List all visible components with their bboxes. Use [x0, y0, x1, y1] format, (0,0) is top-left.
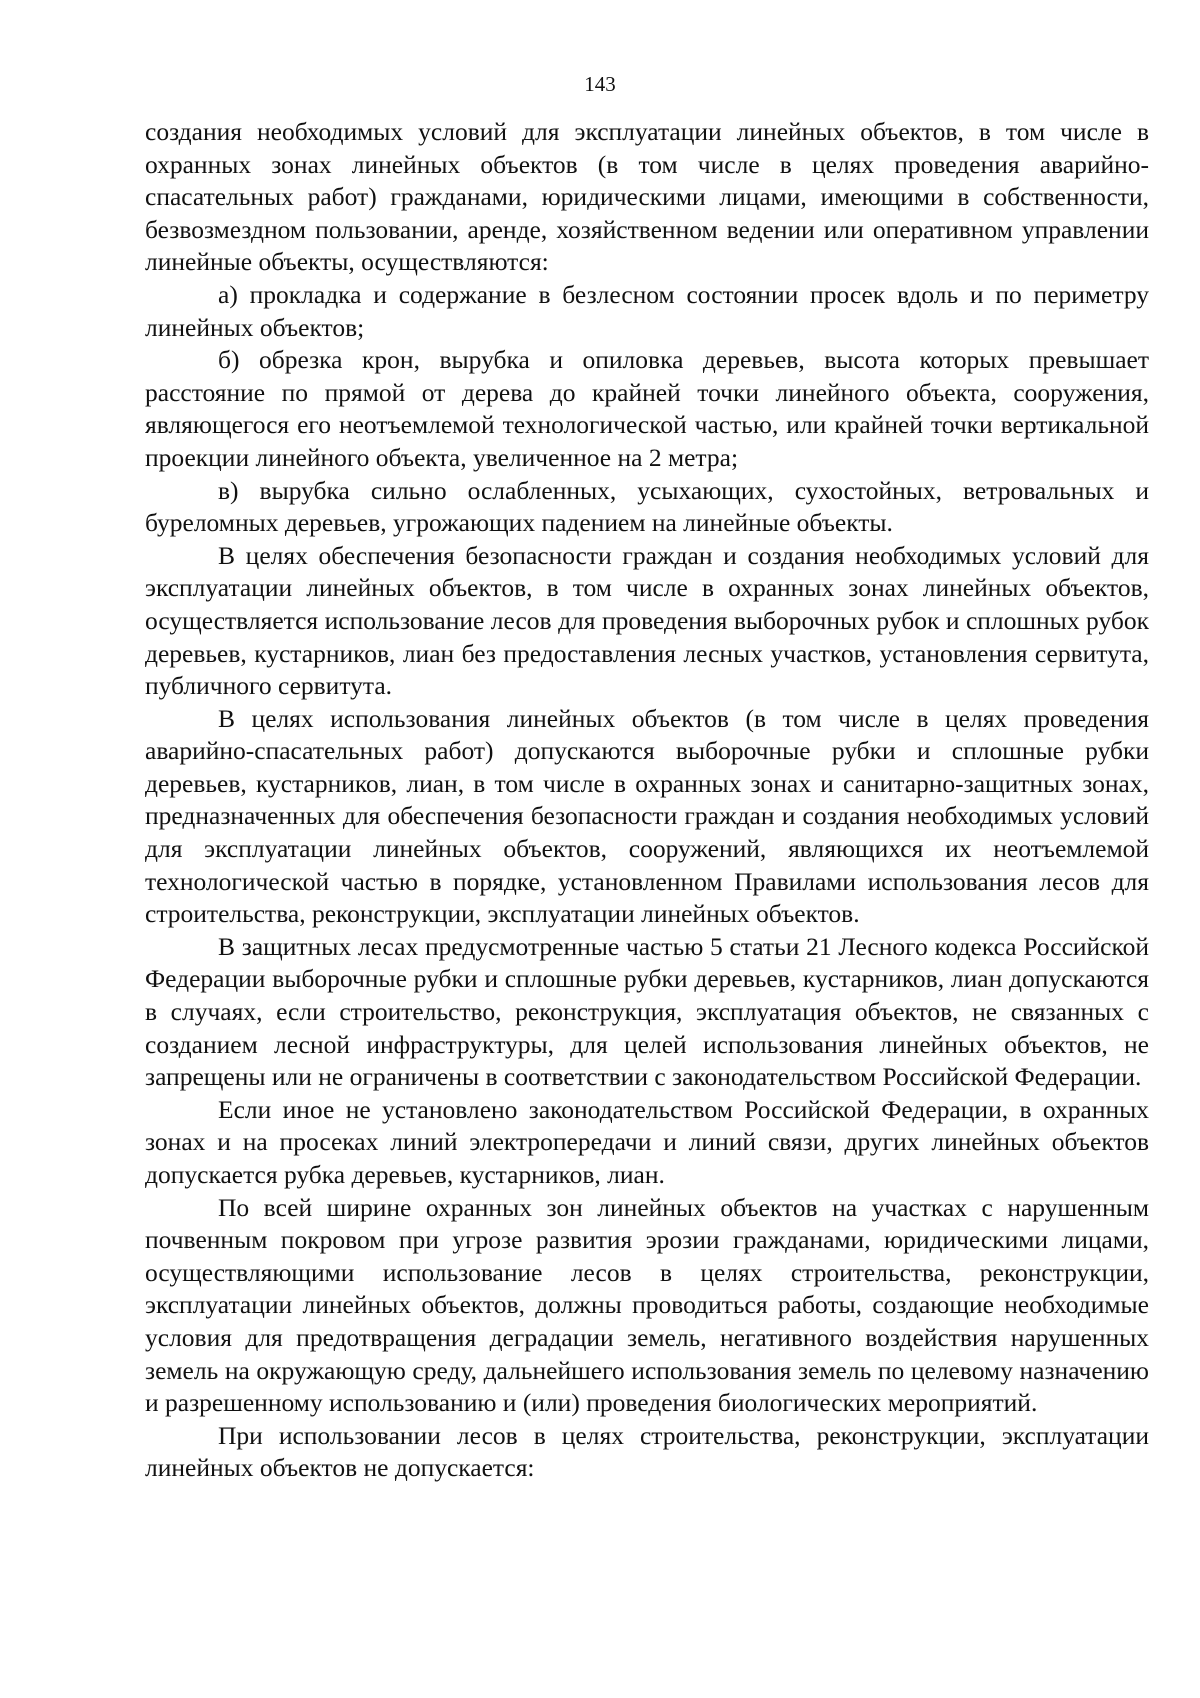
- document-body: [145, 116, 1149, 1485]
- paragraph-continuation: создания необходимых условий для эксплуатации линейных объектов, в том числе в охранных зонах линейных объектов (в том числе в целях проведения аварийно-спасательных работ) гражданами, юридическими лицами, имеющими в собственности, безвозмездном пользовании, аренде, хозяйственном ведении или оперативном управлении линейные объекты, осуществляются:: [145, 117, 1149, 277]
- paragraph: При использовании лесов в целях строительства, реконструкции, эксплуатации линейных объектов не допускается:: [145, 1420, 1149, 1483]
- paragraph: В целях использования линейных объектов (в том числе в целях проведения аварийно-спасательных работ) допускаются выборочные рубки и сплошные рубки деревьев, кустарников, лиан, в том числе в охранных зонах и санитарно-защитных зонах, предназначенных для обеспечения безопасности граждан и создания необходимых условий для эксплуатации линейных объектов, сооружений, являющихся их неотъемлемой технологической частью в порядке, установленном Правилами использования лесов для строительства, реконструкции, эксплуатации линейных объектов.: [145, 703, 1149, 929]
- paragraph: В целях обеспечения безопасности граждан и создания необходимых условий для эксплуатации линейных объектов, в том числе в охранных зонах линейных объектов, осуществляется использование лесов для проведения выборочных рубок и сплошных рубок деревьев, кустарников, лиан без предоставления лесных участков, установления сервитута, публичного сервитута.: [145, 540, 1149, 701]
- list-item-b: б) обрезка крон, вырубка и опиловка деревьев, высота которых превышает расстояние по прямой от дерева до крайней точки линейного объекта, сооружения, являющегося его неотъемлемой технологической частью, или крайней точки вертикальной проекции линейного объекта, увеличенное на 2 метра;: [145, 345, 1149, 472]
- list-item-v: в) вырубка сильно ослабленных, усыхающих, сухостойных, ветровальных и буреломных деревьев, угрожающих падением на линейные объекты.: [145, 475, 1149, 538]
- page-number: 143: [584, 72, 616, 96]
- paragraph: Если иное не установлено законодательством Российской Федерации, в охранных зонах и на просеках линий электропередачи и линий связи, других линейных объектов допускается рубка деревьев, кустарников, лиан.: [145, 1094, 1149, 1189]
- paragraph: По всей ширине охранных зон линейных объектов на участках с нарушенным почвенным покровом при угрозе развития эрозии гражданами, юридическими лицами, осуществляющими использование лесов в целях строительства, реконструкции, эксплуатации линейных объектов, должны проводиться работы, создающие необходимые условия для предотвращения деградации земель, негативного воздействия нарушенных земель на окружающую среду, дальнейшего использования земель по целевому назначению и разрешенному использованию и (или) проведения биологических мероприятий.: [145, 1192, 1149, 1418]
- list-item-a: а) прокладка и содержание в безлесном состоянии просек вдоль и по периметру линейных объектов;: [145, 279, 1149, 342]
- paragraph: В защитных лесах предусмотренные частью 5 статьи 21 Лесного кодекса Российской Федерации выборочные рубки и сплошные рубки деревьев, кустарников, лиан допускаются в случаях, если строительство, реконструкция, эксплуатация объектов, не связанных с созданием лесной инфраструктуры, для целей использования линейных объектов, не запрещены или не ограничены в соответствии с законодательством Российской Федерации.: [145, 931, 1149, 1092]
